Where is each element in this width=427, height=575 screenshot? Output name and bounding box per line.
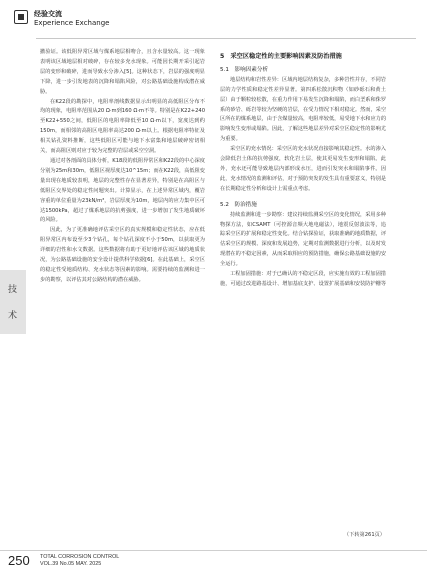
journal-info [40, 554, 119, 568]
side-tab-char: 术 [8, 311, 18, 321]
footer-divider [0, 550, 427, 551]
journal-name: TOTAL CORROSION CONTROL [40, 554, 120, 560]
subsection-heading: 5.2 防治措施 [220, 201, 257, 208]
section-title-en: Experience Exchange [34, 19, 110, 27]
page-number: 250 [8, 553, 30, 568]
section-title-cn: 经验交流 [34, 10, 62, 18]
paragraph: 工程加固措施：对于已确认的不稳定区段，应实施有效的工程加固措施，可通过改进路基设计、增加基底支护、设置扩展基础和安装防护栅等 [220, 271, 387, 287]
paragraph: 地层结构和岩性差异：区域内地层结构复杂，多种岩性并存，不同岩层的力学性质和稳定性差异显著。第四系松散沉积物（如砂砾石和黄土层）由于颗粒较松散，在重力作用下易发生沉降和塌陷，而白垩系和侏罗系的砂岩、砾岩等较为坚硬的岩层，在受力情况下相对稳定。然而，采空区所在的煤系地层，由于含煤量较高，电阻率较低，易受地下水和应力的影响发生变形或塌陷。因此，了解这些地层差异对采空区稳定性的影响尤为重要。 [220, 76, 387, 143]
left-column [40, 48, 205, 286]
paragraph: 因此，为了更准确地评估采空区的真实规模和稳定性状态，应在低阻异常区内布设至少3个钻孔，每个钻孔深度不小于50m，以获取更为详细的岩性和水文数据。这些数据将有助于更好地评估该区域的地质状况，为公路基础设施的安全设计提供科学依据[6]。在此基础上，采空区的稳定性受地质结构、充水状态等因素的影响。需要持续的监测和进一步的勘察，以评估其对公路结构的潜在威胁。 [40, 227, 205, 283]
side-tab-char: 技 [8, 285, 18, 295]
paragraph: 撤验证。该低阻异常区域与煤系地层相吻合，且含水量较高。这一现象表明该区域地层相对破碎，存在较多充水现象。可能因长期开采引起岩层的变形和破碎，进而导致水分渗入[5]。这种状态下，岩层的强度明显下降，进一步引发地表的沉降和塌陷风险，对公路基础设施构成潜在威胁。 [40, 49, 205, 95]
journal-logo-icon [14, 10, 28, 24]
side-section-tab [0, 270, 26, 334]
paragraph: 持续监测和进一步勘察：建议持续监测采空区的变化情况，采用多种物探方法，如CSAMT（可控源音频大地电磁法），地震反射波法等，追踪采空区的扩展和稳定性变化。结合钻探验证，获取准确的地质数据，评估采空区的规模、深度和发展趋势，定期对监测数据进行分析，以及时发现潜在的不稳定因素，从而采取相应的预防措施，确保公路基础设施的安全运行。 [220, 211, 387, 268]
paragraph: 采空区的充水情况：采空区的充水状况直接影响其稳定性。水的渗入会降低岩土体的抗剪强度，软化岩土层，使其更易发生变形和塌陷。此外，充水还可能导致地层内部形成水压，进而引发突水和塌陷事件。因此，充水情况的监测和评估，对于预防突发的发生具有重要意义，特别是在长期稳定性分析和设计上需重点考虑。 [220, 146, 387, 192]
page-header [14, 8, 194, 38]
paragraph: 在K22段的勘探中，电阻率剖线数据显示出明显的高低阻区分布不均的现象，电阻率范围从20 Ω·m到160 Ω·m不等。特别是在K22+240至K22+550之间，低阻区的电阻率降低至10 Ω·m以下，宽度达到约150m，而相邻的高阻区电阻率高达200 Ω·m以上。根据电阻率特征及相关钻孔资料推断，这些低阻区可能与地下水富集和地层破碎密切相关，而高阻区则对应于较为完整的岩层或采空空洞。 [40, 98, 205, 155]
section-heading: 5 采空区稳定性的主要影响因素及防治措施 [220, 53, 342, 60]
subsection-heading: 5.1 影响因素分析 [220, 66, 269, 73]
right-column [220, 48, 386, 290]
header-divider [36, 38, 416, 39]
journal-issue: VOL.39 No.05 MAY. 2025 [40, 561, 102, 567]
continued-note: （下转第261页） [343, 532, 385, 538]
paragraph: 通过对各剖面的具体分析，K18段的低阻异常区和K22段的中心深度分别为25m和30m，低阻区视厚度达10^15m；而在K22段，高低阻变量出现在地质较表明，地层的完整性存在显著差异，特别是在高阻区与低阻区交界处的稳定性问题突出。计算显示，在上述异常区域内，覆岩容重的单位重量为23kN/m³，岩层厚度为10m，地层内的应力集中区可达1500kPa，超过了煤系地层的抗剪强度，进一步增加了发生地质破坏的风险。 [40, 157, 205, 224]
